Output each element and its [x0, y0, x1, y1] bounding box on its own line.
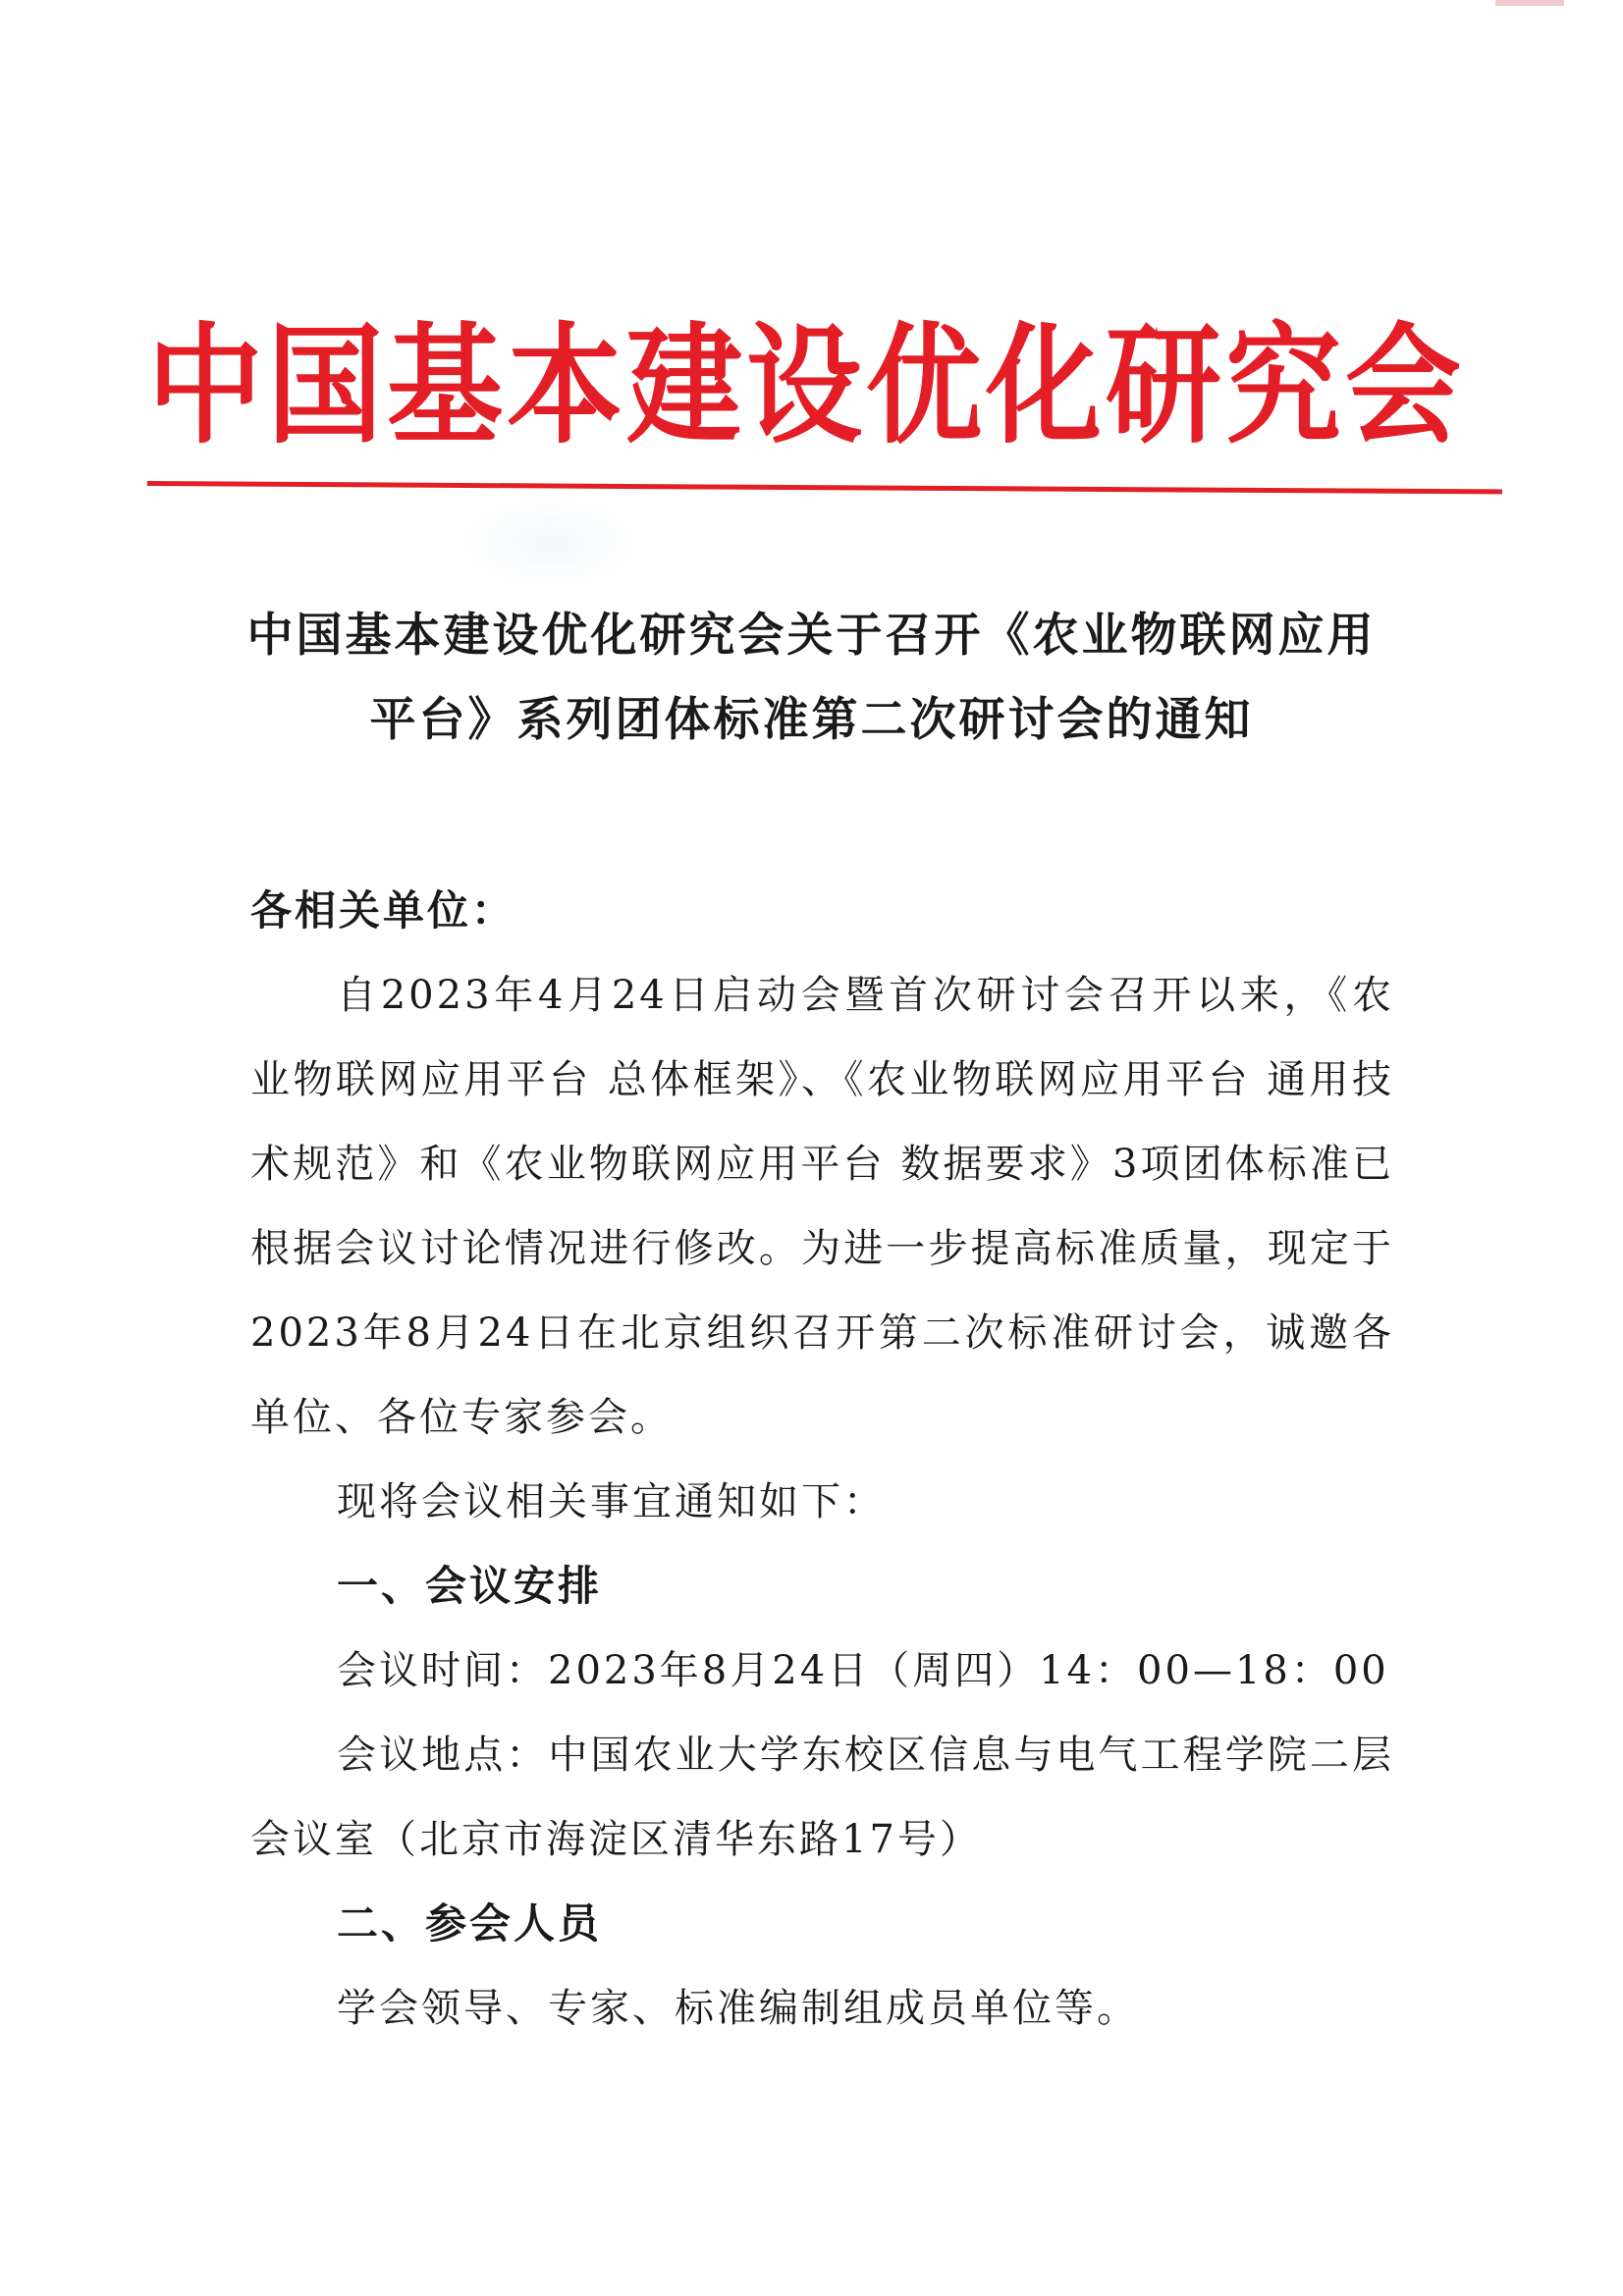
meeting-location: 会议地点：中国农业大学东校区信息与电气工程学院二层会议室（北京市海淀区清华东路17号） — [250, 1733, 1394, 1862]
meeting-time: 会议时间：2023年8月24日（周四）14：00—18：00 — [337, 1648, 1389, 1693]
notice-lead-paragraph: 现将会议相关事宜通知如下： — [337, 1479, 886, 1524]
section-heading-meeting-arrangement: 一、会议安排 — [337, 1562, 603, 1610]
notice-title-line-1: 中国基本建设优化研究会关于召开《农业物联网应用 — [246, 609, 1377, 663]
notice-title — [196, 594, 1427, 763]
letterhead-divider — [147, 481, 1502, 494]
corner-stamp-mark — [1495, 0, 1564, 6]
notice-body — [250, 869, 1394, 2051]
letterhead-title: 中国基本建设优化研究会 — [147, 308, 1466, 462]
notice-title-line-2: 平台》系列团体标准第二次研讨会的通知 — [369, 693, 1254, 747]
section-heading-attendees: 二、参会人员 — [337, 1899, 603, 1948]
attendees-text: 学会领导、专家、标准编制组成员单位等。 — [337, 1986, 1139, 2031]
salutation: 各相关单位： — [250, 886, 516, 934]
paper-watermark — [461, 496, 638, 589]
intro-paragraph: 自2023年4月24日启动会暨首次研讨会召开以来，《农业物联网应用平台 总体框架》、《农业物联网应用平台 通用技术规范》和《农业物联网应用平台 数据要求》3项团体标准已根据会议讨论情况进行修改。为进一步提高标准质量，现定于2023年8月24日在北京组织召开第二次标准研讨会，诚邀各单位、各位专家参会。 — [250, 973, 1394, 1440]
